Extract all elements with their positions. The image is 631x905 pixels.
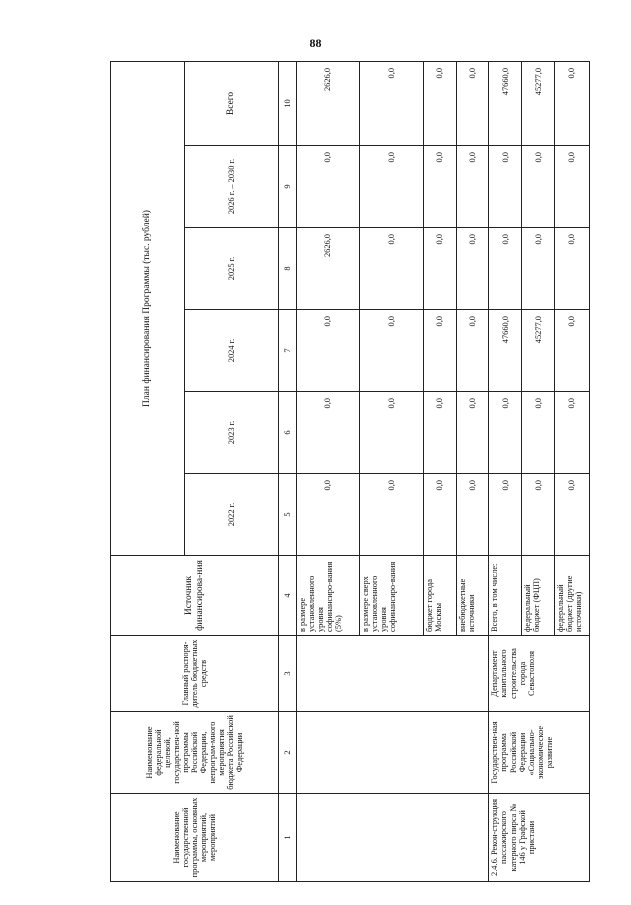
source-cell: в размере сверх установленного уровня софинансиро-вания xyxy=(360,556,424,636)
empty-cell xyxy=(296,794,489,882)
value-cell: 0,0 xyxy=(555,61,590,145)
header-year: 2025 г. xyxy=(184,228,278,310)
header-source: Источник финансирова-ния xyxy=(111,556,279,636)
index-cell: 7 xyxy=(279,310,296,392)
index-cell: 5 xyxy=(279,474,296,556)
source-cell: Всего, в том числе: xyxy=(489,556,522,636)
value-cell: 0,0 xyxy=(456,146,489,228)
value-cell: 0,0 xyxy=(423,310,456,392)
index-cell: 6 xyxy=(279,392,296,474)
value-cell: 47660,0 xyxy=(489,61,522,145)
value-cell: 0,0 xyxy=(456,310,489,392)
header-year: 2026 г. – 2030 г. xyxy=(184,146,278,228)
index-row xyxy=(279,61,296,881)
source-cell: бюджет города Москвы xyxy=(423,556,456,636)
header-year: 2022 г. xyxy=(184,474,278,556)
page-number: 88 xyxy=(309,36,322,50)
value-cell: 0,0 xyxy=(522,228,555,310)
value-cell: 0,0 xyxy=(423,228,456,310)
value-cell: 0,0 xyxy=(296,146,360,228)
value-cell: 0,0 xyxy=(296,474,360,556)
value-cell: 0,0 xyxy=(456,61,489,145)
header-year: 2023 г. xyxy=(184,392,278,474)
value-cell: 0,0 xyxy=(360,228,424,310)
source-cell: в размере установленного уровня софинансиро-вания (5%) xyxy=(296,556,360,636)
value-cell: 0,0 xyxy=(360,61,424,145)
value-cell: 0,0 xyxy=(456,474,489,556)
table-row xyxy=(296,61,360,881)
value-cell: 0,0 xyxy=(555,146,590,228)
value-cell: 0,0 xyxy=(360,392,424,474)
value-cell: 2626,0 xyxy=(296,228,360,310)
value-cell: 0,0 xyxy=(489,474,522,556)
value-cell: 45277,0 xyxy=(522,61,555,145)
value-cell: 0,0 xyxy=(360,310,424,392)
index-cell: 2 xyxy=(279,712,296,794)
rotated-table-area xyxy=(110,62,590,882)
header-plan: План финансирования Программы (тыс. рублей) xyxy=(111,61,185,555)
header-row-top xyxy=(111,61,185,881)
value-cell: 0,0 xyxy=(555,474,590,556)
value-cell: 0,0 xyxy=(360,146,424,228)
value-cell: 0,0 xyxy=(296,310,360,392)
value-cell: 0,0 xyxy=(555,228,590,310)
federal-program-cell: Государствен-ная программа Российской Федерации «Социально-экономическое развитие xyxy=(489,712,590,794)
source-cell: внебюджетные источники xyxy=(456,556,489,636)
header-budget-manager: Главный распоря-дитель бюджетных средств xyxy=(111,636,279,712)
value-cell: 0,0 xyxy=(423,392,456,474)
header-program: Наименование государственной программы, основных мероприятий, мероприятий xyxy=(111,794,279,882)
value-cell: 0,0 xyxy=(522,146,555,228)
index-cell: 8 xyxy=(279,228,296,310)
value-cell: 0,0 xyxy=(555,392,590,474)
header-year: 2024 г. xyxy=(184,310,278,392)
value-cell: 0,0 xyxy=(489,146,522,228)
budget-manager-cell: Департамент капитального строительства города Севастополя xyxy=(489,636,590,712)
value-cell: 0,0 xyxy=(296,392,360,474)
value-cell: 0,0 xyxy=(522,474,555,556)
value-cell: 0,0 xyxy=(555,310,590,392)
value-cell: 0,0 xyxy=(489,392,522,474)
empty-cell xyxy=(296,712,489,794)
rotated-page xyxy=(110,62,590,882)
source-cell: федеральный бюджет (другие источники) xyxy=(555,556,590,636)
header-total: Всего xyxy=(184,61,278,145)
index-cell: 1 xyxy=(279,794,296,882)
value-cell: 0,0 xyxy=(360,474,424,556)
table-row xyxy=(489,61,522,881)
value-cell: 2626,0 xyxy=(296,61,360,145)
value-cell: 0,0 xyxy=(456,228,489,310)
index-cell: 10 xyxy=(279,61,296,145)
empty-cell xyxy=(296,636,489,712)
program-cell: 2.4.6. Рекон-струкция пассажирского катерного пирса № 146 у Графской пристани xyxy=(489,794,590,882)
header-federal-program: Наименование федеральной целевой, государствен-ной программы Российской Федерации, непрограм-много мероприятия бюджета Российской Федерации xyxy=(111,712,279,794)
index-cell: 9 xyxy=(279,146,296,228)
value-cell: 0,0 xyxy=(423,61,456,145)
index-cell: 4 xyxy=(279,556,296,636)
value-cell: 45277,0 xyxy=(522,310,555,392)
financing-table xyxy=(110,61,590,882)
value-cell: 0,0 xyxy=(423,474,456,556)
value-cell: 47660,0 xyxy=(489,310,522,392)
value-cell: 0,0 xyxy=(522,392,555,474)
value-cell: 0,0 xyxy=(489,228,522,310)
value-cell: 0,0 xyxy=(423,146,456,228)
value-cell: 0,0 xyxy=(456,392,489,474)
source-cell: федеральный бюджет (ФЦП) xyxy=(522,556,555,636)
index-cell: 3 xyxy=(279,636,296,712)
